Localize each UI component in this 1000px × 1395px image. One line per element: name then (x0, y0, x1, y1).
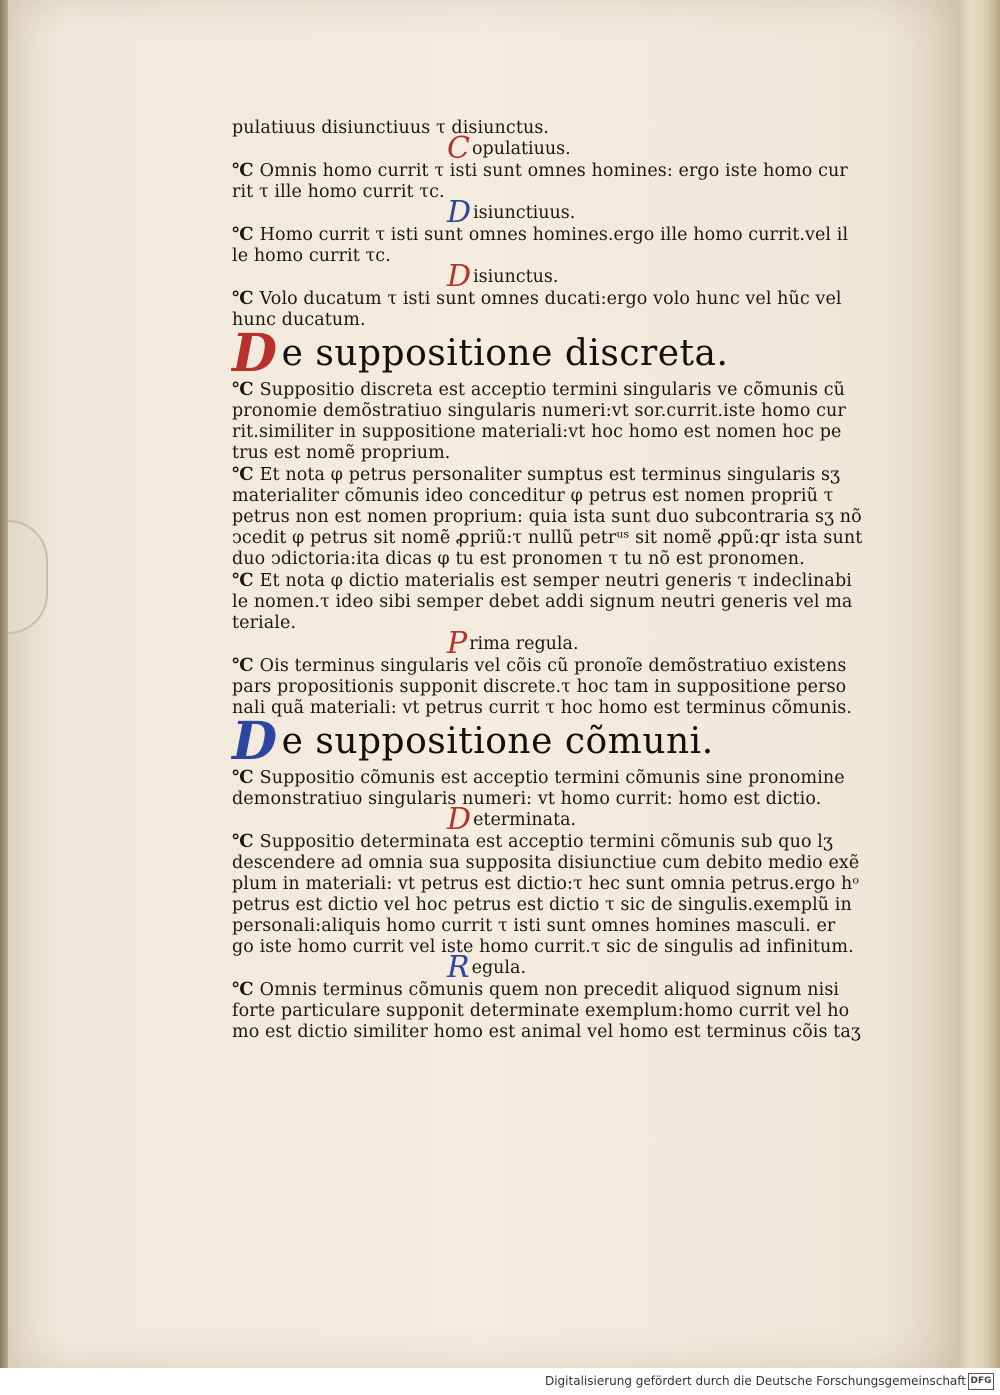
line-text: Suppositio discreta est acceptio termini singularis ve cõmunis cũ (259, 380, 845, 400)
subheading-line (232, 259, 902, 294)
line-text: Suppositio cõmunis est acceptio termini cõmunis sine pronomine (259, 768, 845, 788)
text-line (232, 118, 902, 139)
dfg-logo: DFG (968, 1373, 994, 1390)
subheading-text: rima regula. (469, 634, 579, 654)
text-line (232, 895, 902, 916)
line-text: pulatiuus disiunctiuus τ disiunctus. (232, 118, 550, 138)
footer-bar (0, 1368, 1000, 1395)
paragraph-mark-icon: ℃ (232, 224, 254, 245)
paragraph-mark-icon: ℃ (232, 831, 254, 852)
text-line (232, 767, 902, 789)
text-line (232, 1022, 902, 1043)
text-line (232, 698, 902, 719)
text-line (232, 655, 902, 677)
text-line (232, 443, 902, 464)
subheading-line (232, 626, 902, 661)
line-text: pronomie demõstratiuo singularis numeri:vt sor.currit.iste homo cur (232, 401, 846, 421)
page-right-leaf (958, 0, 1000, 1368)
line-text: le homo currit τc. (232, 246, 391, 266)
heading-initial: D (232, 711, 278, 772)
line-text: teriale. (232, 613, 297, 633)
line-text: go iste homo currit vel iste homo currit.τ sic de singulis ad infinitum. (232, 937, 854, 957)
line-text: rit.similiter in suppositione materiali:vt hoc homo est nomen hoc pe (232, 422, 842, 442)
rubric-initial: D (447, 802, 472, 837)
line-text: Omnis homo currit τ isti sunt omnes homines: ergo iste homo cur (259, 161, 848, 181)
subheading-text: opulatiuus. (471, 139, 571, 159)
text-line (232, 422, 902, 443)
paragraph-mark-icon: ℃ (232, 464, 254, 485)
line-text: Homo currit τ isti sunt omnes homines.ergo ille homo currit.vel il (259, 225, 849, 245)
line-text: le nomen.τ ideo sibi semper debet addi signum neutri generis vel ma (232, 592, 853, 612)
text-block (232, 118, 902, 1043)
subheading-text: isiunctus. (473, 267, 559, 287)
line-text: Volo ducatum τ isti sunt omnes ducati:ergo volo hunc vel hũc vel (259, 289, 842, 309)
line-text: descendere ad omnia sua supposita disiunctiue cum debito medio exẽ (232, 853, 860, 873)
line-text: pars propositionis supponit discrete.τ hoc tam in suppositione perso (232, 677, 847, 697)
paragraph-mark-icon: ℃ (232, 979, 254, 1000)
line-text: personali:aliquis homo currit τ isti sunt omnes homines masculi. er (232, 916, 836, 936)
subheading-text: egula. (471, 958, 527, 978)
subheading-line (232, 131, 902, 166)
line-text: Suppositio determinata est acceptio termini cõmunis sub quo lʒ (259, 832, 833, 852)
line-text: hunc ducatum. (232, 310, 366, 330)
rubric-initial: C (447, 131, 470, 166)
line-text: demonstratiuo singularis numeri: vt homo currit: homo est dictio. (232, 789, 822, 809)
text-line (232, 570, 902, 592)
line-text: materialiter cõmunis ideo conceditur φ petrus est nomen propriũ τ (232, 486, 834, 506)
text-line (232, 528, 902, 549)
line-text: petrus est dictio vel hoc petrus est dictio τ sic de singulis.exemplũ in (232, 895, 852, 915)
text-group-top (232, 118, 902, 331)
line-text: duo ↄdictoria:ita dicas φ tu est pronomen τ tu nõ est pronomen. (232, 549, 805, 569)
line-text: Omnis terminus cõmunis quem non precedit aliquod signum nisi (259, 980, 840, 1000)
line-text: nali quã materiali: vt petrus currit τ hoc homo est terminus cõmunis. (232, 698, 853, 718)
paragraph-mark-icon: ℃ (232, 160, 254, 181)
text-line (232, 874, 902, 895)
text-line (232, 831, 902, 853)
rubric-initial: P (447, 626, 468, 661)
subheading-text: eterminata. (473, 810, 577, 830)
paragraph-mark-icon: ℃ (232, 288, 254, 309)
text-line (232, 246, 902, 267)
heading-text: e suppositione discreta. (281, 333, 729, 374)
subheading-line (232, 950, 902, 985)
heading-suppositione-communi (232, 711, 902, 772)
text-line (232, 401, 902, 422)
text-line (232, 160, 902, 182)
subheading-text: isiunctiuus. (473, 203, 576, 223)
text-line (232, 916, 902, 937)
line-text: plum in materiali: vt petrus est dictio:τ hec sunt omnia petrus.ergo hᵒ (232, 874, 860, 894)
text-line (232, 310, 902, 331)
subheading-line (232, 195, 902, 230)
line-text: ↄcedit φ petrus sit nomẽ ꝓpriũ:τ nullũ petrᵘˢ sit nomẽ ꝓpũ:qr ista sunt (232, 528, 863, 548)
line-text: mo est dictio similiter homo est animal vel homo est terminus cõis taʒ (232, 1022, 861, 1042)
rubric-initial: D (447, 195, 472, 230)
heading-suppositione-discreta (232, 323, 902, 384)
text-line (232, 979, 902, 1001)
paragraph-mark-icon: ℃ (232, 570, 254, 591)
text-line (232, 224, 902, 246)
text-line (232, 937, 902, 958)
rubric-initial: D (447, 259, 472, 294)
line-text: rit τ ille homo currit τc. (232, 182, 445, 202)
text-line (232, 789, 902, 810)
text-group-bottom (232, 767, 902, 1043)
line-text: Ois terminus singularis vel cõis cũ pronoĩe demõstratiuo existens (259, 656, 847, 676)
text-line (232, 677, 902, 698)
line-text: trus est nomẽ proprium. (232, 443, 451, 463)
text-line (232, 592, 902, 613)
text-line (232, 549, 902, 570)
text-line (232, 379, 902, 401)
paragraph-mark-icon: ℃ (232, 379, 254, 400)
paragraph-mark-icon: ℃ (232, 767, 254, 788)
line-text: forte particulare supponit determinate exemplum:homo currit vel ho (232, 1001, 850, 1021)
text-line (232, 464, 902, 486)
subheading-line (232, 802, 902, 837)
text-line (232, 507, 902, 528)
line-text: petrus non est nomen proprium: quia ista sunt duo subcontraria sʒ nõ (232, 507, 862, 527)
text-line (232, 613, 902, 634)
line-text: Et nota φ petrus personaliter sumptus est terminus singularis sʒ (259, 465, 841, 485)
heading-text: e suppositione cõmuni. (281, 721, 714, 762)
text-group-middle (232, 379, 902, 719)
text-line (232, 1001, 902, 1022)
text-line (232, 288, 902, 310)
footer-credit: Digitalisierung gefördert durch die Deutsche Forschungsgemeinschaft (544, 1374, 966, 1388)
line-text: Et nota φ dictio materialis est semper neutri generis τ indeclinabi (259, 571, 852, 591)
heading-initial: D (232, 323, 278, 384)
text-line (232, 486, 902, 507)
text-line (232, 853, 902, 874)
paragraph-mark-icon: ℃ (232, 655, 254, 676)
text-line (232, 182, 902, 203)
rubric-initial: R (447, 950, 470, 985)
